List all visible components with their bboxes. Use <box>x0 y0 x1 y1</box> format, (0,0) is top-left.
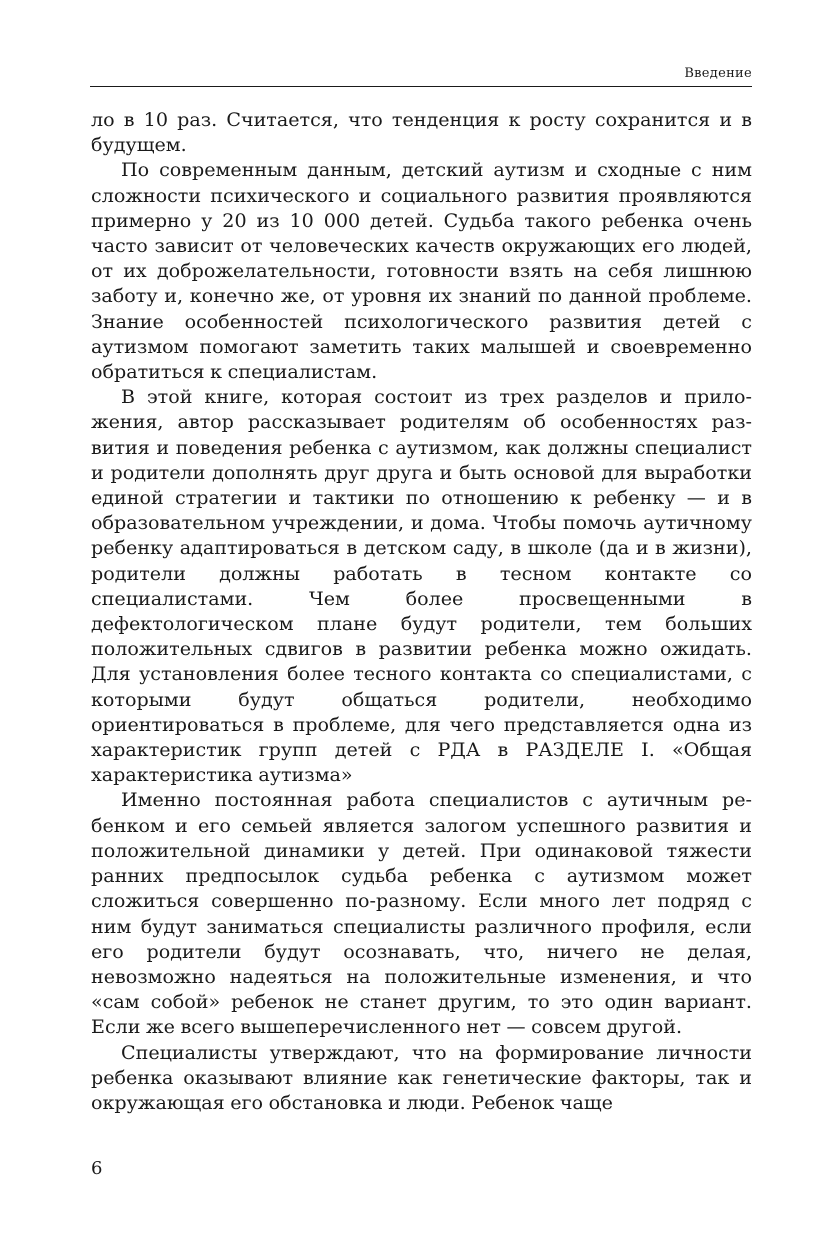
paragraph: Именно постоянная работа специалистов с аутичным ребенком и его семьей является залогом успешного развития и положительной динамики у детей. При одинаковой тяжести ранних предпосылок судьба ребенка с аутизмом может сложиться совершенно по-разному. Если много лет подряд с ним будут заниматься специалисты различного профиля, если его родители будут осознавать, что, ничего не делая, невозможно надеяться на положительные изменения, и что «сам собой» ребенок не станет другим, то это один вариант. Если же всего вышеперечисленного нет — совсем другой. <box>91 788 752 1039</box>
paragraph-continuation: ло в 10 раз. Считается, что тенденция к росту сохранится и в будущем. <box>91 108 752 157</box>
running-head <box>90 66 752 87</box>
text-body <box>91 107 752 1115</box>
paragraph: Специалисты утверждают, что на формирование личности ребенка оказывают влияние как генетические факторы, так и окружающая его обстановка и люди. Ребенок чаще <box>91 1040 752 1114</box>
paragraph: В этой книге, которая состоит из трех разделов и приложения, автор рассказывает родителям об особенностях развития и поведения ребенка с аутизмом, как должны специалист и родители дополнять друг друга и быть основой для выработки единой стратегии и тактики по отношению к ребенку — и в образовательном учреждении, и дома. Чтобы помочь аутичному ребенку адаптироваться в детском саду, в школе (да и в жизни), родители должны работать в тесном контакте со специалистами. Чем более просвещенными в дефектологическом плане будут родители, тем больших положительных сдвигов в развитии ребенка можно ожидать. Для установления более тесного контакта со специалистами, с которыми будут общаться родители, необходимо ориентироваться в проблеме, для чего представляется одна из характеристик групп детей с РДА в РАЗДЕЛЕ I. «Общая характеристика аутизма» <box>91 385 752 787</box>
running-head-title: Введение <box>684 66 752 81</box>
page-number: 6 <box>91 1158 103 1179</box>
paragraph: По современным данным, детский аутизм и сходные с ним сложности психического и социального развития проявляются примерно у 20 из 10 000 детей. Судьба такого ребенка очень часто зависит от человеческих качеств окружающих его людей, от их доброжелательности, готовности взять на себя лишнюю заботу и, конечно же, от уровня их знаний по данной проблеме. Знание особенностей психологического развития детей с аутизмом помогают заметить таких малышей и своевременно обратиться к специалистам. <box>91 158 752 384</box>
